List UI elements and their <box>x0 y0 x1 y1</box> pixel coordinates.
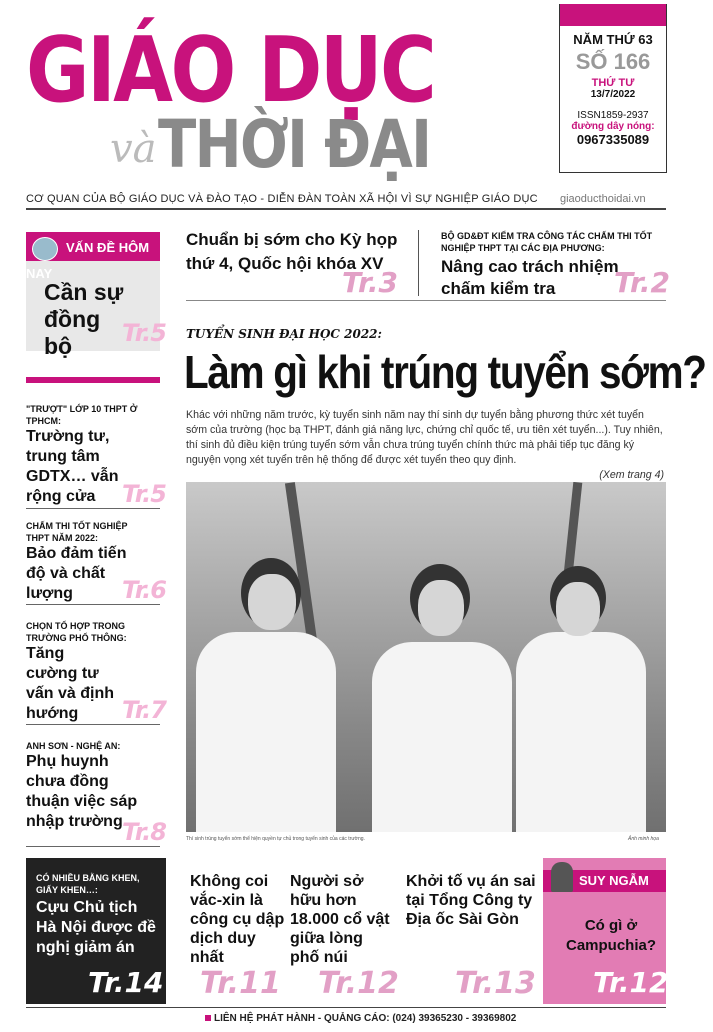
bottom-story-page: Tr.12 <box>318 966 399 1001</box>
sidebar-divider <box>26 604 160 605</box>
sidebar-title: Tăng cường tư vấn và định hướng <box>26 645 115 722</box>
top-story-2-title[interactable]: Nâng cao trách nhiệm chấm kiểm tra <box>441 257 619 298</box>
sidebar-divider <box>26 724 160 725</box>
sidebar-title: Bảo đảm tiến độ và chất lượng <box>26 545 127 602</box>
footer-contact: LIÊN HỆ PHÁT HÀNH - QUẢNG CÁO: (024) 39365230 - 39369802 <box>214 1013 517 1024</box>
tagline: CƠ QUAN CỦA BỘ GIÁO DỤC VÀ ĐÀO TẠO - DIỄN ĐÀN TOÀN XÃ HỘI VÌ SỰ NGHIỆP GIÁO DỤC <box>26 193 538 205</box>
issue-info-bar <box>560 4 666 26</box>
hotline-label: đường dây nóng: <box>571 121 655 132</box>
sidebar-kicker: ANH SƠN - NGHỆ AN: <box>26 741 121 751</box>
sidebar-title: Phụ huynh chưa đồng thuận việc sáp nhập trường <box>26 753 138 830</box>
website-link[interactable]: giaoducthoidai.vn <box>560 193 646 205</box>
masthead-title-bottom: THỜI ĐẠI <box>158 106 431 183</box>
sidebar-kicker: "TRƯỢT" LỚP 10 THPT Ở TPHCM: <box>26 404 138 426</box>
photo-student-face <box>418 580 464 636</box>
issue-year: NĂM THỨ 63 <box>573 32 653 47</box>
hotline-number: 0967335089 <box>576 132 650 147</box>
photo-student <box>372 642 512 832</box>
main-lead <box>186 408 664 483</box>
photo-student <box>196 632 336 832</box>
bottom-pink-title: Có gì ở Campuchia? <box>565 917 656 954</box>
sidebar-page: Tr.5 <box>122 480 166 508</box>
header-rule <box>26 208 666 210</box>
top-story-2-page: Tr.2 <box>614 266 670 299</box>
footer-rule <box>26 1007 666 1008</box>
photo-student-face <box>556 582 600 636</box>
issue-today-title: Cần sự đồng bộ <box>44 279 124 359</box>
bottom-black-box[interactable] <box>26 858 166 1004</box>
main-headline[interactable]: Làm gì khi trúng tuyển sớm? <box>184 346 706 398</box>
issue-today-header <box>26 235 160 281</box>
issue-date: 13/7/2022 <box>590 89 636 100</box>
photo-student-face <box>248 574 296 630</box>
sidebar-page: Tr.7 <box>122 696 166 724</box>
bottom-story-title[interactable]: Khởi tố vụ án sai tại Tổng Công ty Địa ốc Sài Gòn <box>406 873 536 928</box>
main-lead-text: Khác với những năm trước, kỳ tuyển sinh năm nay thí sinh dự tuyển bằng phương thức xét tuyển sớm của trường (học bạ THPT, đánh giá năng lực, chứng chỉ quốc tế, ưu tiên xét tuyển...). Tuy nhiên, thí sinh đủ điều kiện trúng tuyển sớm vẫn chưa trúng tuyển chính thức mà phải tiếp tục đăng ký nguyện vọng xét tuyển trên hệ thống để được xét tuyển theo quy định. <box>186 409 663 466</box>
issue-today-box[interactable] <box>26 232 166 359</box>
masthead-title-top: GIÁO DỤC <box>26 18 435 123</box>
top-story-1-title[interactable]: Chuẩn bị sớm cho Kỳ họp thứ 4, Quốc hội khóa XV <box>186 230 398 273</box>
bottom-pink-box[interactable] <box>543 858 669 1004</box>
globe-icon <box>32 237 58 261</box>
photo-student <box>516 632 646 832</box>
sidebar-divider <box>26 846 160 847</box>
main-see-page[interactable]: (Xem trang 4) <box>599 469 664 481</box>
issn: ISSN1859-2937 <box>577 110 649 121</box>
bottom-black-title: Cựu Chủ tịch Hà Nội được đề nghị giảm án <box>36 899 156 956</box>
top-story-2-kicker: BỘ GD&ĐT KIỂM TRA CÔNG TÁC CHẤM THI TỐT NGHIỆP THPT TẠI CÁC ĐỊA PHƯƠNG: <box>441 231 653 253</box>
bottom-black-kicker: CÓ NHIỀU BẰNG KHEN, GIẤY KHEN…: <box>36 873 140 895</box>
main-kicker: TUYỂN SINH ĐẠI HỌC 2022: <box>186 327 382 341</box>
issue-today-label: VẤN ĐỀ HÔM NAY <box>26 240 150 281</box>
bottom-pink-page: Tr.12 <box>593 966 669 999</box>
issue-info-box <box>559 4 667 173</box>
top-divider <box>418 230 419 296</box>
bottom-story-title[interactable]: Người sở hữu hơn 18.000 cổ vật giữa lòng phố núi <box>290 873 390 966</box>
main-rule <box>186 300 666 301</box>
bottom-story-page: Tr.11 <box>200 966 281 1001</box>
sidebar-kicker: CHẤM THI TỐT NGHIỆP THPT NĂM 2022: <box>26 521 128 543</box>
main-photo <box>186 482 666 832</box>
issue-weekday: THỨ TƯ <box>591 77 635 89</box>
thinker-icon <box>551 862 573 892</box>
bottom-pink-label: SUY NGẪM <box>579 873 649 888</box>
sidebar-page: Tr.6 <box>122 576 166 604</box>
issue-today-page: Tr.5 <box>122 319 166 347</box>
sidebar-top-bar <box>26 377 160 383</box>
bottom-story-title[interactable]: Không coi vắc-xin là công cụ dập dịch duy nhất <box>190 873 285 966</box>
footer-bullet <box>205 1015 211 1021</box>
sidebar-kicker: CHỌN TỔ HỢP TRONG TRƯỜNG PHỔ THÔNG: <box>26 621 127 643</box>
issue-number: SỐ 166 <box>575 49 651 74</box>
bottom-black-page: Tr.14 <box>88 966 164 999</box>
bottom-story-page: Tr.13 <box>455 966 536 1001</box>
photo-caption: Thí sinh trúng tuyển sớm thể hiện quyền tự chủ trong tuyển sinh của các trường. <box>186 836 365 842</box>
sidebar-divider <box>26 508 160 509</box>
sidebar-page: Tr.8 <box>122 818 166 846</box>
top-story-1-page: Tr.3 <box>342 266 398 299</box>
sidebar-title: Trường tư, trung tâm GDTX… vẫn rộng cửa <box>26 428 119 505</box>
masthead-title-va: và <box>110 126 157 172</box>
photo-credit: Ảnh minh họa <box>628 836 659 842</box>
